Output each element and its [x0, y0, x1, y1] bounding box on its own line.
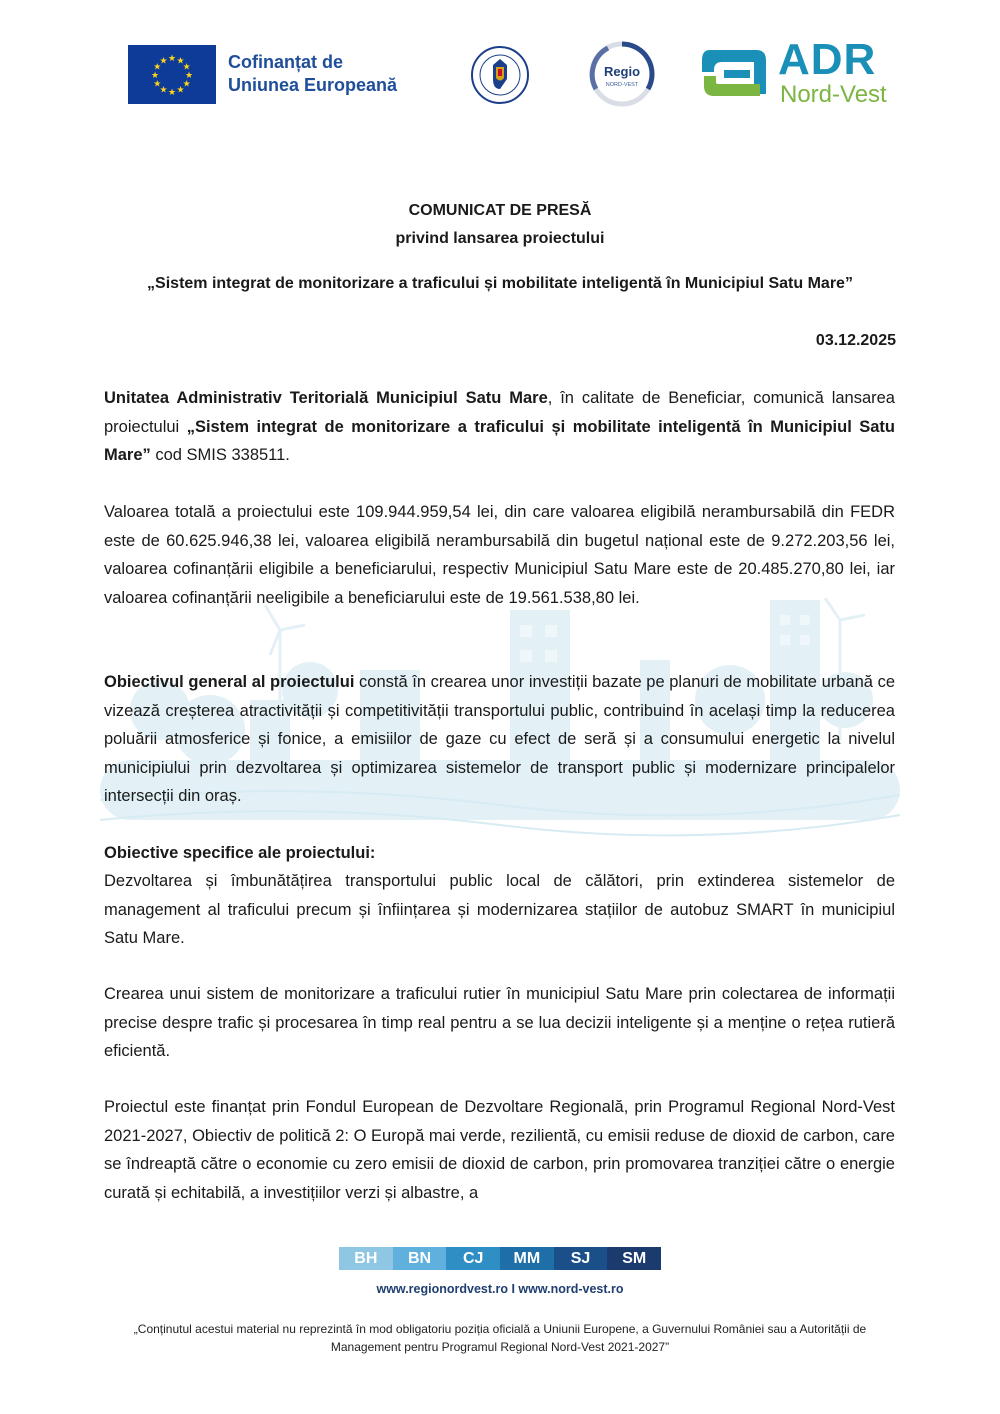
- intro-paragraph: [104, 384, 895, 470]
- svg-text:★: ★: [159, 56, 168, 67]
- svg-text:★: ★: [182, 62, 191, 73]
- county-bn: BN: [393, 1247, 447, 1270]
- adr-subtitle: Nord-Vest: [780, 81, 887, 108]
- adr-symbol-logo: [700, 42, 770, 104]
- county-code-bar: [339, 1247, 661, 1270]
- svg-text:★: ★: [153, 62, 162, 73]
- government-seal-logo: [470, 45, 530, 105]
- release-date: 03.12.2025: [815, 332, 896, 349]
- eu-line-1: Cofinanțat de: [228, 52, 343, 72]
- budget-paragraph: Valoarea totală a proiectului este 109.944.959,54 lei, din care valoarea eligibilă nerambursabilă din FEDR este de 60.625.946,38 lei, valoarea eligibilă nerambursabilă din bugetul național este de 9.272.203,56 lei, valoarea cofinanțării eligibile a beneficiarului, respectiv Municipiul Satu Mare este de 20.485.270,80 lei, iar valoarea cofinanțării neeligibile a beneficiarului este de 19.561.538,80 lei.: [104, 503, 895, 607]
- adr-title: ADR: [778, 35, 877, 84]
- romania-coat-of-arms-icon: [470, 45, 530, 105]
- eu-stars-icon: [128, 45, 216, 104]
- eu-cofinanced-text: [228, 51, 397, 97]
- regio-label: Regio: [603, 64, 641, 79]
- svg-text:★: ★: [176, 85, 185, 96]
- footer-disclaimer: „Conținutul acestui material nu reprezintă în mod obligatoriu poziția oficială a Uniunii Europene, a Guvernului României sau a Autorității de Management pentru Programul Regional Nord-Vest 2021-2027”: [133, 1322, 867, 1354]
- regio-logo: [588, 40, 656, 108]
- specific-objective-1: Dezvoltarea și îmbunătățirea transportului public local de călători, prin extinderea sistemelor de management al traficului precum și înființarea și modernizarea stațiilor de autobuz SMART în municipiul Satu Mare.: [104, 872, 895, 948]
- svg-text:★: ★: [159, 85, 168, 96]
- project-name-inline: „Sistem integrat de monitorizare a traficului și mobilitate inteligentă în Municipiul Satu Mare”: [104, 417, 895, 465]
- svg-text:★: ★: [182, 79, 191, 90]
- eu-flag-logo: [128, 45, 216, 104]
- general-objective-label: Obiectivul general al proiectului: [104, 673, 355, 691]
- county-sj: SJ: [554, 1247, 608, 1270]
- general-objective-text: constă în crearea unor investiții bazate pe planuri de mobilitate urbană ce vizează creșterea atractivității și competitivității transportului public, contribuind în același timp la reducerea poluării atmosferice și fonice, a emisiilor de gaze cu efect de seră și a consumului energetic la nivelul municipiului prin dezvoltarea și optimizarea sistemelor de transport public și modernizare principalelor intersecții din oraș.: [104, 673, 895, 806]
- county-cj: CJ: [446, 1247, 500, 1270]
- funding-paragraph: Proiectul este finanțat prin Fondul European de Dezvoltare Regională, prin Programul Regional Nord-Vest 2021-2027, Obiectiv de politică 2: O Europă mai verde, rezilientă, cu emisii reduse de dioxid de carbon, care se îndreaptă către o economie cu zero emisii de dioxid de carbon, prin promovarea tranziției către o energie curată și echitabilă, a investițiilor verzi și albastre, a: [104, 1098, 895, 1202]
- svg-text:★: ★: [167, 54, 177, 64]
- footer-website-links[interactable]: www.regionordvest.ro I www.nord-vest.ro: [376, 1282, 624, 1296]
- svg-text:★: ★: [176, 56, 185, 67]
- county-bh: BH: [339, 1247, 393, 1270]
- svg-text:★: ★: [184, 71, 194, 81]
- intro-text-2: cod SMIS 338511.: [150, 446, 290, 465]
- svg-text:★: ★: [167, 88, 177, 98]
- svg-text:★: ★: [153, 79, 162, 90]
- eu-line-2: Uniunea Europeană: [228, 75, 398, 95]
- specific-objective-2: Crearea unui sistem de monitorizare a traficului rutier în municipiul Satu Mare prin colectarea de informații precise despre trafic și procesarea în timp real pentru a se lua decizii inteligente și a menține o rețea rutieră eficientă.: [104, 985, 895, 1061]
- press-release-subtitle: privind lansarea proiectului: [395, 230, 605, 247]
- county-mm: MM: [500, 1247, 554, 1270]
- regio-sub-label: NORD-VEST: [605, 82, 639, 88]
- regio-ring-icon: [588, 40, 656, 108]
- svg-text:★: ★: [150, 71, 160, 81]
- project-title: „Sistem integrat de monitorizare a traficului și mobilitate inteligentă în Municipiul Satu Mare”: [147, 275, 853, 292]
- specific-objectives-heading: Obiective specifice ale proiectului:: [104, 844, 376, 862]
- county-sm: SM: [607, 1247, 661, 1270]
- press-release-title: COMUNICAT DE PRESĂ: [408, 202, 592, 219]
- beneficiary-name: Unitatea Administrativ Teritorială Municipiul Satu Mare: [104, 389, 548, 407]
- intro-text-1: , în calitate de Beneficiar, comunică lansarea proiectului: [104, 389, 895, 436]
- adr-symbol-icon: [700, 42, 770, 104]
- general-objective-paragraph: [104, 668, 895, 811]
